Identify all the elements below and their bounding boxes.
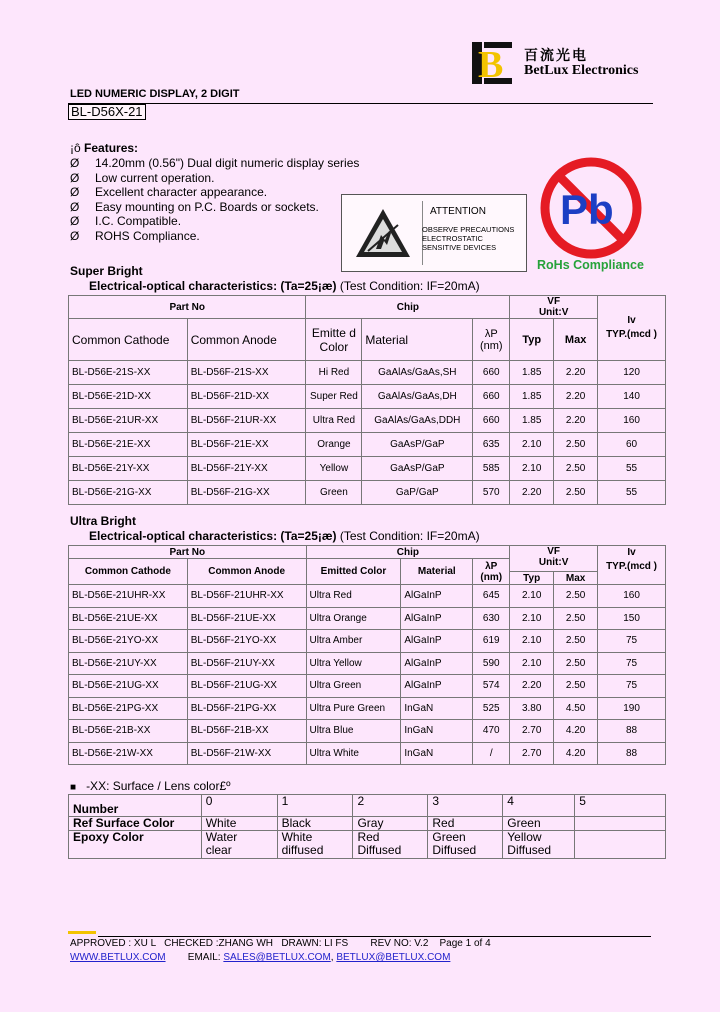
table-cell: GaAlAs/GaAs,DDH <box>362 409 473 433</box>
table-cell: BL-D56F-21S-XX <box>187 361 306 385</box>
header-max: Max <box>554 319 598 361</box>
attention-line: ELECTROSTATIC <box>422 234 483 243</box>
table-cell: GaAsP/GaP <box>362 457 473 481</box>
surface-color: Gray <box>353 817 428 831</box>
table-cell: 140 <box>598 385 666 409</box>
table-cell: 2.10 <box>510 585 554 608</box>
surface-color: White <box>201 817 277 831</box>
features-heading-prefix: ¡ô <box>70 141 81 155</box>
table-cell: 2.70 <box>510 742 554 765</box>
table-cell: 1.85 <box>510 361 554 385</box>
feature-item: Ø Easy mounting on P.C. Boards or sockets. <box>70 199 319 214</box>
table-cell: GaAlAs/GaAs,SH <box>362 361 473 385</box>
logo-letter: B <box>478 44 504 84</box>
feature-item: Ø 14.20mm (0.56") Dual digit numeric display series <box>70 156 360 170</box>
feature-item: Ø I.C. Compatible. <box>70 214 182 228</box>
table-cell: 55 <box>598 457 666 481</box>
betlux-email-link[interactable]: BETLUX@BETLUX.COM <box>336 952 451 963</box>
table-cell: 525 <box>473 697 510 720</box>
epoxy-color <box>575 831 666 859</box>
table-cell: 88 <box>598 720 666 743</box>
epoxy-color: Yellow Diffused <box>503 831 575 859</box>
lens-number: 4 <box>503 795 575 817</box>
esd-attention-box <box>341 194 527 272</box>
pb-free-icon <box>538 156 644 260</box>
table-cell: 160 <box>598 585 666 608</box>
table-cell: 2.50 <box>554 585 598 608</box>
super-bright-subtitle: Electrical-optical characteristics: (Ta=25¡æ) (Test Condition: IF=20mA) <box>89 279 480 293</box>
logo-chinese-name: 百流光电 <box>524 48 588 64</box>
ultra-bright-table <box>68 545 666 765</box>
table-cell: 75 <box>598 675 666 698</box>
table-cell: 630 <box>473 607 510 630</box>
table-cell: BL-D56F-21UE-XX <box>187 607 306 630</box>
table-cell: 2.10 <box>510 607 554 630</box>
esd-warning-icon <box>354 207 412 259</box>
footer-divider <box>98 936 651 937</box>
header-chip: Chip <box>306 546 510 559</box>
table-cell: BL-D56E-21PG-XX <box>69 697 188 720</box>
table-cell: 660 <box>473 409 510 433</box>
table-cell: AlGaInP <box>401 630 473 653</box>
header-part-no: Part No <box>69 296 306 319</box>
table-cell: Super Red <box>306 385 362 409</box>
table-cell: 120 <box>598 361 666 385</box>
square-bullet-icon: ■ <box>70 782 77 793</box>
attention-line: SENSITIVE DEVICES <box>422 243 497 252</box>
header-chip: Chip <box>306 296 510 319</box>
header-vf: VF Unit:V <box>510 546 598 572</box>
header-material: Material <box>401 559 473 585</box>
lens-label-number: Number <box>69 795 202 817</box>
table-cell: 60 <box>598 433 666 457</box>
table-cell: BL-D56F-21G-XX <box>187 481 306 505</box>
table-cell: BL-D56F-21UHR-XX <box>187 585 306 608</box>
table-row <box>69 675 666 698</box>
table-cell: 1.85 <box>510 409 554 433</box>
table-cell: 2.50 <box>554 481 598 505</box>
table-cell: InGaN <box>401 697 473 720</box>
table-cell: AlGaInP <box>401 675 473 698</box>
header-lambda-p: λP (nm) <box>473 559 510 585</box>
table-cell: 2.20 <box>554 409 598 433</box>
bullet-arrow-icon: Ø <box>70 170 80 185</box>
bullet-arrow-icon: Ø <box>70 228 80 243</box>
table-cell: BL-D56E-21UR-XX <box>69 409 188 433</box>
table-cell: 75 <box>598 652 666 675</box>
super-bright-table <box>68 295 666 505</box>
table-cell: 55 <box>598 481 666 505</box>
table-cell: AlGaInP <box>401 585 473 608</box>
footer-approval-line: APPROVED : XU L CHECKED :ZHANG WH DRAWN: LI FS REV NO: V.2 Page 1 of 4 <box>70 938 491 949</box>
ultra-bright-title: Ultra Bright <box>70 514 136 528</box>
table-cell: Ultra Red <box>306 585 401 608</box>
feature-item: Ø Low current operation. <box>70 170 215 185</box>
feature-item: Ø ROHS Compliance. <box>70 228 200 243</box>
header-vf: VF Unit:V <box>510 296 598 319</box>
table-row <box>69 433 666 457</box>
bullet-arrow-icon: Ø <box>70 214 80 228</box>
ultra-bright-subtitle: Electrical-optical characteristics: (Ta=25¡æ) (Test Condition: IF=20mA) <box>89 529 480 543</box>
table-row <box>69 697 666 720</box>
table-cell: BL-D56F-21W-XX <box>187 742 306 765</box>
table-cell: 4.50 <box>554 697 598 720</box>
table-cell: GaAlAs/GaAs,DH <box>362 385 473 409</box>
table-cell: Green <box>306 481 362 505</box>
table-cell: 2.20 <box>510 675 554 698</box>
logo-mark <box>472 42 512 84</box>
table-cell: 150 <box>598 607 666 630</box>
website-link[interactable]: WWW.BETLUX.COM <box>70 952 166 963</box>
header-iv: Iv TYP.(mcd ) <box>598 296 666 361</box>
table-row <box>69 409 666 433</box>
table-cell: BL-D56E-21D-XX <box>69 385 188 409</box>
sales-email-link[interactable]: SALES@BETLUX.COM <box>223 952 331 963</box>
header-typ: Typ <box>510 319 554 361</box>
table-cell: 88 <box>598 742 666 765</box>
lens-number: 5 <box>575 795 666 817</box>
table-cell: 635 <box>473 433 510 457</box>
header-common-cathode: Common Cathode <box>69 319 188 361</box>
table-cell: BL-D56E-21E-XX <box>69 433 188 457</box>
table-cell: 590 <box>473 652 510 675</box>
table-cell: Orange <box>306 433 362 457</box>
table-cell: 645 <box>473 585 510 608</box>
table-cell: BL-D56F-21UR-XX <box>187 409 306 433</box>
table-cell: 4.20 <box>554 742 598 765</box>
table-row <box>69 742 666 765</box>
table-cell: Ultra Blue <box>306 720 401 743</box>
table-cell: BL-D56F-21UG-XX <box>187 675 306 698</box>
table-cell: 3.80 <box>510 697 554 720</box>
surface-color: Black <box>277 817 353 831</box>
table-cell: AlGaInP <box>401 652 473 675</box>
table-cell: InGaN <box>401 720 473 743</box>
pb-text: Pb <box>560 186 614 233</box>
table-cell: BL-D56E-21UE-XX <box>69 607 188 630</box>
table-cell: 2.50 <box>554 675 598 698</box>
attention-title: ATTENTION <box>430 206 486 217</box>
table-cell: Ultra Pure Green <box>306 697 401 720</box>
table-cell: 190 <box>598 697 666 720</box>
lens-number: 2 <box>353 795 428 817</box>
features-heading-text: Features: <box>84 141 139 155</box>
table-cell: 2.20 <box>554 361 598 385</box>
epoxy-color: Red Diffused <box>353 831 428 859</box>
table-cell: 470 <box>473 720 510 743</box>
epoxy-color: White diffused <box>277 831 353 859</box>
table-cell: BL-D56E-21UHR-XX <box>69 585 188 608</box>
table-cell: 4.20 <box>554 720 598 743</box>
table-cell: 2.50 <box>554 607 598 630</box>
attention-line: OBSERVE PRECAUTIONS <box>422 225 515 234</box>
table-cell: Ultra Yellow <box>306 652 401 675</box>
lens-color-title: ■ -XX: Surface / Lens color£º <box>70 779 231 793</box>
header-emitted-color: Emitted Color <box>306 559 401 585</box>
table-cell: Ultra Orange <box>306 607 401 630</box>
lens-number: 1 <box>277 795 353 817</box>
table-cell: 1.85 <box>510 385 554 409</box>
table-cell: 75 <box>598 630 666 653</box>
lens-label-surface: Ref Surface Color <box>69 817 202 831</box>
header-typ: Typ <box>510 572 554 585</box>
table-cell: BL-D56F-21Y-XX <box>187 457 306 481</box>
table-row <box>69 630 666 653</box>
surface-color: Red <box>428 817 503 831</box>
bullet-arrow-icon: Ø <box>70 185 80 199</box>
super-bright-rows <box>69 361 666 505</box>
table-cell: BL-D56E-21W-XX <box>69 742 188 765</box>
logo-english-name: BetLux Electronics <box>524 63 639 78</box>
table-cell: 2.50 <box>554 630 598 653</box>
table-cell: 2.50 <box>554 457 598 481</box>
lens-label-epoxy: Epoxy Color <box>69 831 202 859</box>
table-row <box>69 652 666 675</box>
super-bright-title: Super Bright <box>70 264 143 278</box>
epoxy-color: Water clear <box>201 831 277 859</box>
lens-number: 3 <box>428 795 503 817</box>
table-row <box>69 607 666 630</box>
header-iv: Iv TYP.(mcd ) <box>598 546 666 585</box>
header-emitted-color: Emitte d Color <box>306 319 362 361</box>
table-cell: 570 <box>473 481 510 505</box>
table-cell: 2.10 <box>510 433 554 457</box>
table-cell: 2.20 <box>510 481 554 505</box>
header-max: Max <box>554 572 598 585</box>
table-cell: BL-D56E-21YO-XX <box>69 630 188 653</box>
table-cell: 2.50 <box>554 433 598 457</box>
table-cell: 660 <box>473 361 510 385</box>
table-row <box>69 361 666 385</box>
table-row <box>69 720 666 743</box>
table-cell: BL-D56F-21B-XX <box>187 720 306 743</box>
footer-contact-line: WWW.BETLUX.COM EMAIL: SALES@BETLUX.COM, BETLUX@BETLUX.COM <box>70 952 451 963</box>
table-row <box>69 481 666 505</box>
table-cell: Ultra Amber <box>306 630 401 653</box>
features-heading <box>70 141 138 155</box>
table-cell: BL-D56E-21G-XX <box>69 481 188 505</box>
table-cell: BL-D56E-21UY-XX <box>69 652 188 675</box>
table-cell: BL-D56F-21PG-XX <box>187 697 306 720</box>
table-cell: BL-D56E-21S-XX <box>69 361 188 385</box>
header-common-cathode: Common Cathode <box>69 559 188 585</box>
table-cell: BL-D56F-21YO-XX <box>187 630 306 653</box>
lens-color-table <box>68 794 666 859</box>
rohs-caption: RoHs Compliance <box>537 258 644 272</box>
table-cell: BL-D56F-21E-XX <box>187 433 306 457</box>
footer-accent-bar <box>68 931 96 934</box>
table-cell: BL-D56F-21UY-XX <box>187 652 306 675</box>
document-title: LED NUMERIC DISPLAY, 2 DIGIT <box>70 88 240 100</box>
table-cell: BL-D56F-21D-XX <box>187 385 306 409</box>
table-cell: GaP/GaP <box>362 481 473 505</box>
table-cell: Ultra Green <box>306 675 401 698</box>
table-cell: / <box>473 742 510 765</box>
table-cell: Ultra White <box>306 742 401 765</box>
table-cell: 574 <box>473 675 510 698</box>
features-list <box>70 156 359 243</box>
table-row <box>69 385 666 409</box>
table-cell: 2.10 <box>510 457 554 481</box>
lens-number: 0 <box>201 795 277 817</box>
table-cell: Yellow <box>306 457 362 481</box>
bullet-arrow-icon: Ø <box>70 156 80 170</box>
epoxy-color: Green Diffused <box>428 831 503 859</box>
table-cell: GaAsP/GaP <box>362 433 473 457</box>
table-cell: 660 <box>473 385 510 409</box>
feature-item: Ø Excellent character appearance. <box>70 185 268 199</box>
table-cell: BL-D56E-21B-XX <box>69 720 188 743</box>
header-material: Material <box>362 319 473 361</box>
table-cell: 2.10 <box>510 652 554 675</box>
table-cell: 2.20 <box>554 385 598 409</box>
table-cell: 2.50 <box>554 652 598 675</box>
header-common-anode: Common Anode <box>187 319 306 361</box>
table-cell: 2.70 <box>510 720 554 743</box>
table-row <box>69 585 666 608</box>
ultra-bright-rows <box>69 585 666 765</box>
table-cell: InGaN <box>401 742 473 765</box>
table-cell: Ultra Red <box>306 409 362 433</box>
table-cell: BL-D56E-21UG-XX <box>69 675 188 698</box>
table-cell: Hi Red <box>306 361 362 385</box>
header-lambda-p: λP (nm) <box>473 319 510 361</box>
table-row <box>69 457 666 481</box>
table-cell: AlGaInP <box>401 607 473 630</box>
surface-color <box>575 817 666 831</box>
table-cell: 585 <box>473 457 510 481</box>
title-divider <box>68 103 653 104</box>
table-cell: 160 <box>598 409 666 433</box>
bullet-arrow-icon: Ø <box>70 199 80 214</box>
table-cell: 2.10 <box>510 630 554 653</box>
email-label: EMAIL: <box>187 952 221 963</box>
part-number-title: BL-D56X-21 <box>68 104 146 120</box>
surface-color: Green <box>503 817 575 831</box>
table-cell: 619 <box>473 630 510 653</box>
header-common-anode: Common Anode <box>187 559 306 585</box>
table-cell: BL-D56E-21Y-XX <box>69 457 188 481</box>
header-part-no: Part No <box>69 546 307 559</box>
